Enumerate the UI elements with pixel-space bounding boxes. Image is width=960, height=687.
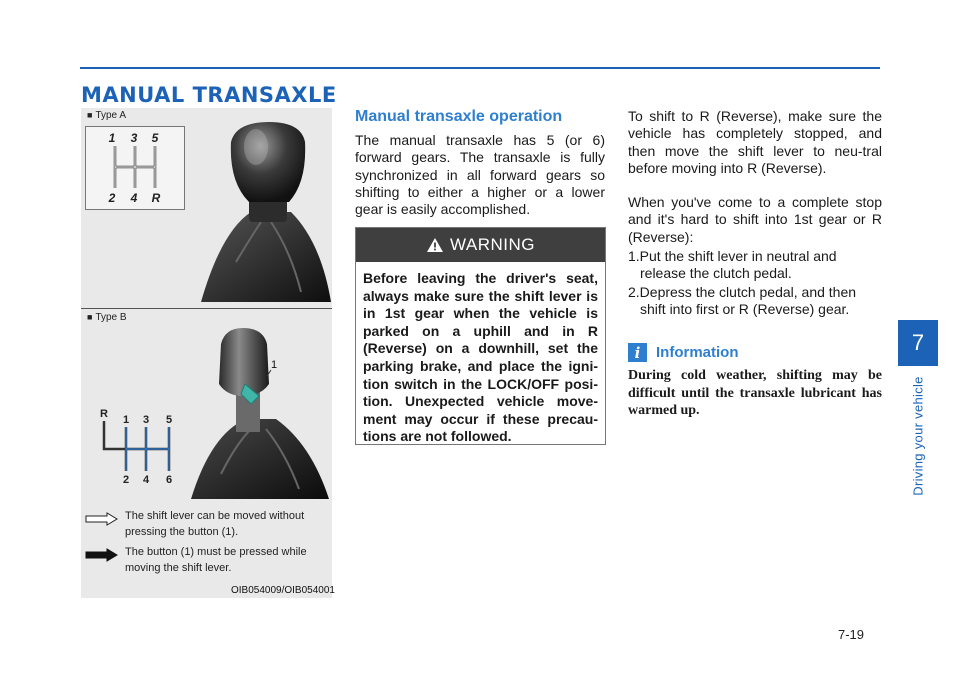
legend-text: The button (1) must be pressed while moving the shift lever. (125, 546, 307, 574)
gear-knob-a (181, 112, 331, 307)
outline-arrow-icon (85, 512, 119, 526)
intro-paragraph: The manual transaxle has 5 (or 6) forward gears. The transaxle is fully synchronized in all forward gears so shifting to either a higher or a lower gear is easily accomplished. (355, 132, 605, 218)
gear-label: 4 (130, 191, 138, 205)
figure-divider (81, 308, 332, 309)
gear-label: 2 (122, 474, 130, 486)
gear-label: 5 (151, 131, 159, 145)
warning-title: WARNING (449, 235, 536, 254)
legend-text: The shift lever can be moved without pressing the button (1). (125, 510, 305, 538)
info-icon: i (628, 343, 647, 362)
information-header (628, 343, 739, 362)
warning-header (356, 228, 605, 262)
shift-pattern-b (91, 403, 191, 488)
warning-box (355, 227, 606, 445)
gear-label: R (151, 191, 161, 205)
information-text: During cold weather, shifting may be difficult until the transaxle lubricant has warmed up. (628, 368, 882, 418)
reverse-paragraph: To shift to R (Reverse), make sure the vehicle has completely stopped, and then move the shift lever to neu-tral before moving into R (Reverse). (628, 108, 882, 176)
hard-shift-paragraph: When you've come to a complete stop and it's hard to shift into 1st gear or R (Reverse): (628, 194, 882, 245)
gear-label: 4 (142, 474, 150, 486)
chapter-name: Driving your vehicle (910, 376, 926, 496)
gear-label: R (100, 408, 108, 420)
list-item: 1.Put the shift lever in neutral and release the clutch pedal. (628, 248, 837, 282)
steps-list (628, 248, 882, 318)
solid-arrow-icon (85, 548, 119, 562)
gear-label: 1 (122, 414, 130, 426)
chapter-tab: 7 (898, 320, 938, 366)
gear-label: 3 (130, 131, 138, 145)
subsection-title: Manual transaxle operation (355, 108, 563, 125)
warning-text: Before leaving the driver's seat, always make sure the shift lever is in 1st gear when the vehicle is parked on a uphill and in R (Reverse) on a downhill, set the parking brake, and place the igni-tion switch in the LOCK/OFF posi-tion. Unexpected vehicle move-ment may occur if these precau-tions are not followed. (363, 270, 598, 445)
gear-label: 3 (142, 414, 150, 426)
information-title: Information (656, 344, 739, 361)
figure-code: OIB054009/OIB054001 (231, 585, 335, 596)
section-title: MANUAL TRANSAXLE (81, 83, 337, 107)
shift-pattern-a (85, 126, 185, 210)
page-number: 7-19 (838, 627, 865, 642)
type-a-label: ■ Type A (87, 110, 127, 121)
gear-label: 2 (108, 191, 116, 205)
type-b-label: ■ Type B (87, 312, 127, 323)
right-column (628, 108, 882, 319)
shift-lever-figure (81, 108, 335, 598)
warning-icon (426, 237, 444, 253)
callout-number: 1 (271, 359, 278, 371)
header-rule (80, 67, 880, 69)
gear-label: 6 (165, 474, 173, 486)
list-item: 2.Depress the clutch pedal, and then shift into first or R (Reverse) gear. (628, 283, 857, 317)
gear-label: 5 (165, 414, 173, 426)
gear-label: 1 (108, 131, 116, 145)
gear-knob-b (181, 324, 331, 509)
